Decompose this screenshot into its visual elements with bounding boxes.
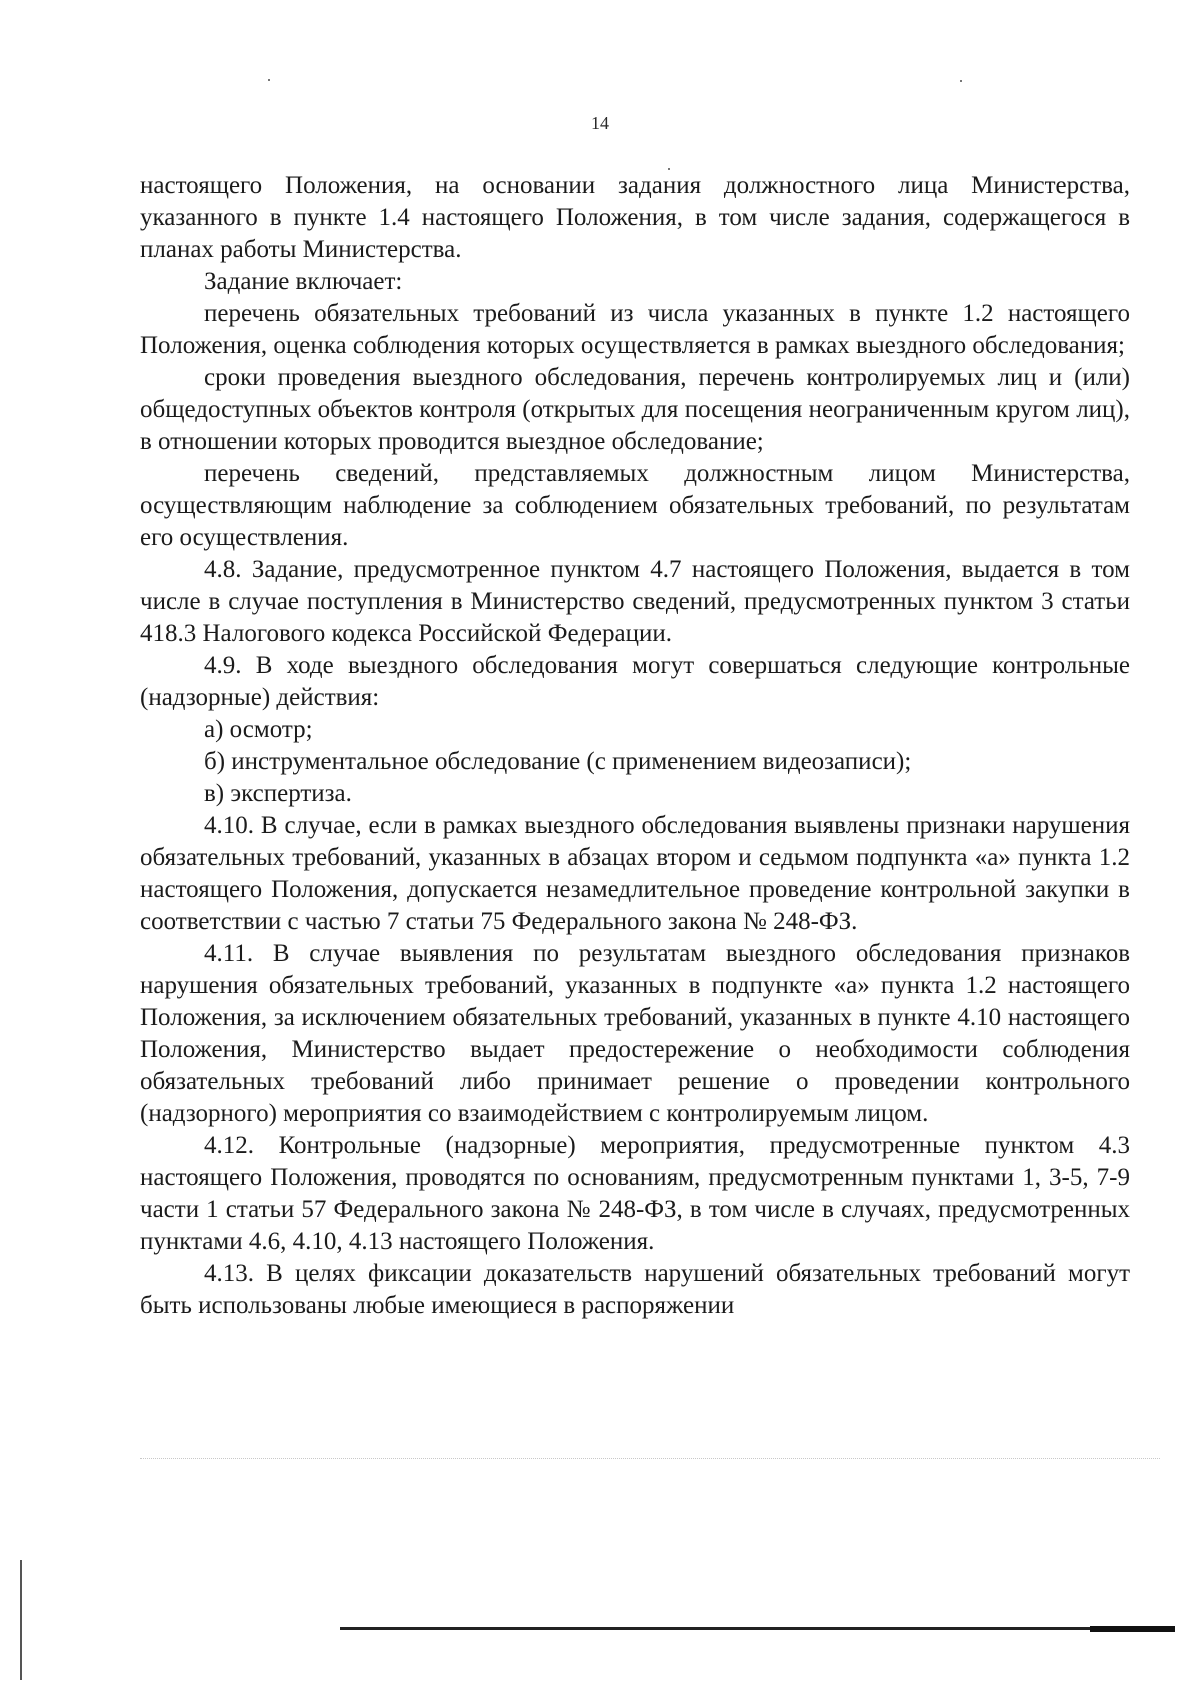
scan-artifact-dot (668, 168, 670, 170)
scan-artifact-bottom-line-thick (1090, 1626, 1175, 1632)
paragraph: Задание включает: (204, 268, 403, 295)
paragraph: перечень сведений, представляемых должностным лицом Министерства, осуществляющим наблюдение за соблюдением обязательных требований, по результатам его осуществления. (140, 460, 1130, 551)
paragraph: перечень обязательных требований из числа указанных в пункте 1.2 настоящего Положения, оценка соблюдения которых осуществляется в рамках выездного обследования; (140, 300, 1130, 359)
scan-artifact-left-edge (20, 1560, 22, 1680)
document-body (140, 170, 1130, 1322)
paragraph: сроки проведения выездного обследования, перечень контролируемых лиц и (или) общедоступных объектов контроля (открытых для посещения неограниченным кругом лиц), в отношении которых проводится выездное обследование; (140, 364, 1130, 455)
paragraph: 4.12. Контрольные (надзорные) мероприятия, предусмотренные пунктом 4.3 настоящего Положения, проводятся по основаниям, предусмотренным пунктами 1, 3-5, 7-9 части 1 статьи 57 Федерального закона № 248-ФЗ, в том числе в случаях, предусмотренных пунктами 4.6, 4.10, 4.13 настоящего Положения. (140, 1132, 1130, 1255)
list-item: б) инструментальное обследование (с применением видеозаписи); (204, 748, 912, 775)
page-number: 14 (591, 113, 609, 133)
paragraph: 4.11. В случае выявления по результатам выездного обследования признаков нарушения обязательных требований, указанных в подпункте «а» пункта 1.2 настоящего Положения, за исключением обязательных требований, указанных в пункте 4.10 настоящего Положения, Министерство выдает предостережение о необходимости соблюдения обязательных требований либо принимает решение о проведении контрольного (надзорного) мероприятия со взаимодействием с контролируемым лицом. (140, 940, 1130, 1127)
scan-artifact-dot (268, 79, 270, 81)
list-item: а) осмотр; (204, 716, 313, 743)
paragraph: настоящего Положения, на основании задания должностного лица Министерства, указанного в пункте 1.4 настоящего Положения, в том числе задания, содержащегося в планах работы Министерства. (140, 172, 1130, 263)
scan-artifact-rule (140, 1458, 1160, 1459)
scan-artifact-bottom-line (340, 1627, 1175, 1630)
scan-artifact-dot (960, 80, 962, 82)
paragraph: 4.9. В ходе выездного обследования могут совершаться следующие контрольные (надзорные) действия: (140, 652, 1130, 711)
paragraph: 4.13. В целях фиксации доказательств нарушений обязательных требований могут быть использованы любые имеющиеся в распоряжении (140, 1260, 1130, 1319)
paragraph: 4.10. В случае, если в рамках выездного обследования выявлены признаки нарушения обязательных требований, указанных в абзацах втором и седьмом подпункта «а» пункта 1.2 настоящего Положения, допускается незамедлительное проведение контрольной закупки в соответствии с частью 7 статьи 75 Федерального закона № 248-ФЗ. (140, 812, 1130, 935)
list-item: в) экспертиза. (204, 780, 352, 807)
paragraph: 4.8. Задание, предусмотренное пунктом 4.7 настоящего Положения, выдается в том числе в случае поступления в Министерство сведений, предусмотренных пунктом 3 статьи 418.3 Налогового кодекса Российской Федерации. (140, 556, 1130, 647)
